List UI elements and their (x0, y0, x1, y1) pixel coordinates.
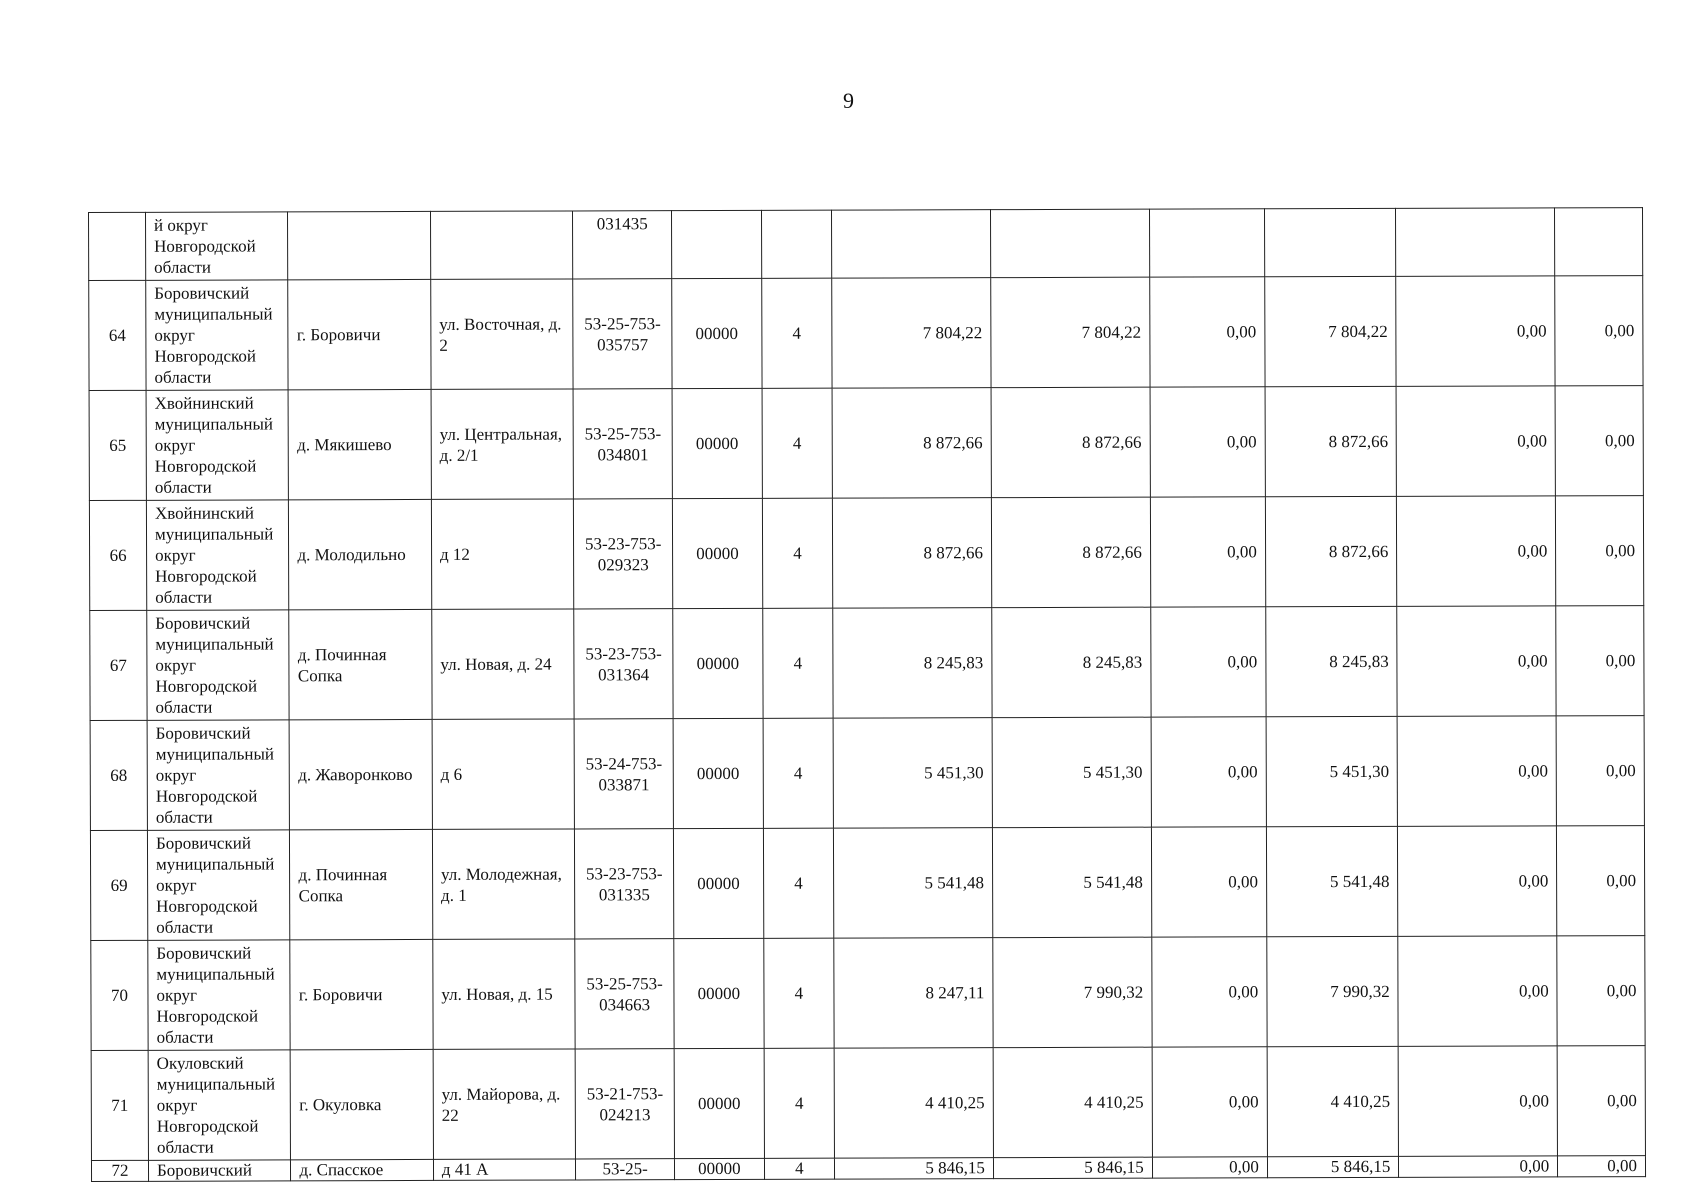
amount-col-1: 8 247,11 (834, 938, 993, 1048)
code-column (671, 210, 761, 278)
amount-col-4: 8 872,66 (1265, 496, 1397, 606)
object-code: 53-25- (576, 1159, 675, 1180)
amount-col-1: 8 245,83 (833, 608, 992, 718)
amount-col-5: 0,00 (1397, 716, 1556, 826)
code-column: 00000 (673, 718, 763, 828)
settlement: д. Молодильно (289, 499, 432, 609)
amount-col-5 (1396, 208, 1555, 276)
table-row (90, 826, 1644, 941)
type-column: 4 (763, 608, 833, 718)
amount-col-4 (1264, 208, 1396, 276)
code-column: 00000 (674, 938, 764, 1048)
amount-col-5: 0,00 (1398, 1046, 1557, 1156)
type-column: 4 (764, 1048, 834, 1158)
amount-col-1: 4 410,25 (834, 1048, 993, 1158)
type-column (761, 210, 831, 278)
row-number: 68 (90, 720, 147, 830)
amount-col-1 (831, 210, 990, 278)
type-column: 4 (763, 828, 833, 938)
settlement: г. Боровичи (288, 279, 431, 389)
object-code: 53-21-753-024213 (575, 1049, 674, 1159)
type-column: 4 (762, 278, 832, 388)
code-column: 00000 (674, 1158, 764, 1179)
address: ул. Центральная, д. 2/1 (431, 389, 574, 499)
amount-col-3 (1149, 209, 1264, 277)
table-row (91, 1156, 1645, 1182)
amount-col-3: 0,00 (1151, 607, 1266, 717)
amount-col-6: 0,00 (1556, 716, 1644, 826)
amount-col-6: 0,00 (1557, 936, 1645, 1046)
settlement (288, 211, 431, 279)
address: ул. Новая, д. 15 (433, 939, 576, 1049)
amount-col-4: 7 804,22 (1265, 276, 1397, 386)
table-row (90, 606, 1644, 721)
amount-col-1: 5 846,15 (834, 1158, 993, 1179)
municipal-district: Боровичский муниципальный округ Новгородской области (147, 610, 290, 720)
table-row (89, 276, 1643, 391)
amount-col-2: 5 541,48 (992, 827, 1151, 937)
object-code: 53-23-753-031364 (574, 609, 673, 719)
amount-col-6: 0,00 (1557, 1046, 1645, 1156)
settlement: д. Жаворонково (290, 719, 433, 829)
page-number: 9 (843, 88, 854, 113)
amount-col-6: 0,00 (1556, 606, 1644, 716)
type-column: 4 (764, 938, 834, 1048)
amount-col-3: 0,00 (1151, 827, 1266, 937)
amount-col-4: 4 410,25 (1267, 1046, 1399, 1156)
amount-col-1: 5 541,48 (833, 828, 992, 938)
type-column: 4 (763, 718, 833, 828)
code-column: 00000 (673, 608, 763, 718)
amount-col-2 (990, 209, 1149, 277)
amount-col-1: 7 804,22 (832, 278, 991, 388)
amount-col-3: 0,00 (1150, 497, 1265, 607)
amount-col-3: 0,00 (1152, 1157, 1267, 1178)
table-row (89, 496, 1643, 611)
amount-col-2: 5 451,30 (992, 717, 1151, 827)
amount-col-4: 5 846,15 (1267, 1156, 1399, 1177)
amount-col-6: 0,00 (1555, 276, 1643, 386)
amount-col-3: 0,00 (1152, 937, 1267, 1047)
address (430, 211, 573, 279)
settlement: г. Боровичи (290, 939, 433, 1049)
row-number: 69 (90, 830, 147, 940)
address: д 41 А (433, 1159, 576, 1180)
code-column: 00000 (672, 278, 762, 388)
amount-col-2: 8 872,66 (991, 387, 1150, 497)
type-column: 4 (762, 388, 832, 498)
amount-col-1: 8 872,66 (832, 498, 991, 608)
code-column: 00000 (672, 498, 762, 608)
amount-col-2: 7 990,32 (993, 937, 1152, 1047)
code-column: 00000 (672, 388, 762, 498)
address: д 12 (431, 499, 574, 609)
address: ул. Новая, д. 24 (432, 609, 575, 719)
object-code: 53-23-753-031335 (575, 829, 674, 939)
settlement: д. Починная Сопка (289, 609, 432, 719)
municipal-district: Боровичский муниципальный округ Новгородской области (148, 940, 291, 1050)
address: д 6 (432, 719, 575, 829)
object-code: 53-23-753-029323 (574, 499, 673, 609)
municipal-district: Хвойнинский муниципальный округ Новгородской области (146, 390, 289, 500)
object-code: 53-24-753-033871 (574, 719, 673, 829)
amount-col-6: 0,00 (1558, 1156, 1646, 1177)
amount-col-4: 8 245,83 (1266, 606, 1398, 716)
amount-col-6: 0,00 (1556, 496, 1644, 606)
address: ул. Молодежная, д. 1 (432, 829, 575, 939)
municipal-district: Боровичский муниципальный округ Новгородской области (146, 280, 289, 390)
amount-col-1: 8 872,66 (832, 388, 991, 498)
amount-col-6: 0,00 (1557, 826, 1645, 936)
table-row (91, 936, 1645, 1051)
amount-col-3: 0,00 (1149, 277, 1264, 387)
amount-col-5: 0,00 (1396, 386, 1555, 496)
municipal-district: й округ Новгородской области (145, 212, 288, 280)
object-code: 53-25-753-035757 (573, 279, 672, 389)
municipal-district: Хвойнинский муниципальный округ Новгородской области (146, 500, 289, 610)
amount-col-2: 8 872,66 (991, 497, 1150, 607)
amount-col-4: 5 541,48 (1266, 826, 1398, 936)
object-code: 53-25-753-034801 (573, 389, 672, 499)
amount-col-5: 0,00 (1399, 1156, 1558, 1177)
settlement: г. Окуловка (291, 1049, 434, 1159)
row-number: 67 (90, 610, 147, 720)
amount-col-3: 0,00 (1152, 1047, 1267, 1157)
object-code: 031435 (573, 211, 672, 279)
amount-col-2: 8 245,83 (992, 607, 1151, 717)
amount-col-3: 0,00 (1150, 387, 1265, 497)
table-row (91, 1046, 1645, 1161)
amount-col-2: 5 846,15 (993, 1157, 1152, 1178)
amount-col-2: 4 410,25 (993, 1047, 1152, 1157)
amount-col-3: 0,00 (1151, 717, 1266, 827)
row-number: 64 (89, 280, 146, 390)
row-number: 71 (91, 1050, 148, 1160)
municipal-district: Боровичский (148, 1160, 291, 1181)
amount-col-5: 0,00 (1398, 826, 1557, 936)
row-number: 72 (91, 1160, 148, 1181)
settlement: д. Спасское (291, 1159, 434, 1180)
municipal-district: Боровичский муниципальный округ Новгородской области (147, 830, 290, 940)
type-column: 4 (762, 498, 832, 608)
object-code: 53-25-753-034663 (575, 939, 674, 1049)
row-number: 66 (89, 500, 146, 610)
amount-col-4: 5 451,30 (1266, 716, 1398, 826)
amount-col-4: 7 990,32 (1267, 936, 1399, 1046)
table-row (89, 386, 1643, 501)
amount-col-5: 0,00 (1396, 276, 1555, 386)
row-number: 65 (89, 390, 146, 500)
amount-col-5: 0,00 (1398, 936, 1557, 1046)
amount-col-5: 0,00 (1397, 496, 1556, 606)
code-column: 00000 (674, 1048, 764, 1158)
amount-col-6: 0,00 (1555, 386, 1643, 496)
table-row (90, 716, 1644, 831)
type-column: 4 (764, 1158, 834, 1179)
address: ул. Майорова, д. 22 (433, 1049, 576, 1159)
municipal-district: Боровичский муниципальный округ Новгородской области (147, 720, 290, 830)
settlement: д. Починная Сопка (290, 829, 433, 939)
settlement: д. Мякишево (288, 389, 431, 499)
table-row (89, 208, 1643, 281)
amount-col-6 (1555, 208, 1643, 276)
municipal-district: Окуловский муниципальный округ Новгородской области (148, 1050, 291, 1160)
amount-col-5: 0,00 (1397, 606, 1556, 716)
row-number: 70 (91, 940, 148, 1050)
amount-col-1: 5 451,30 (833, 718, 992, 828)
address: ул. Восточная, д. 2 (431, 279, 574, 389)
row-number (89, 212, 146, 280)
data-table (88, 207, 1646, 1182)
code-column: 00000 (673, 828, 763, 938)
amount-col-2: 7 804,22 (991, 277, 1150, 387)
amount-col-4: 8 872,66 (1265, 386, 1397, 496)
